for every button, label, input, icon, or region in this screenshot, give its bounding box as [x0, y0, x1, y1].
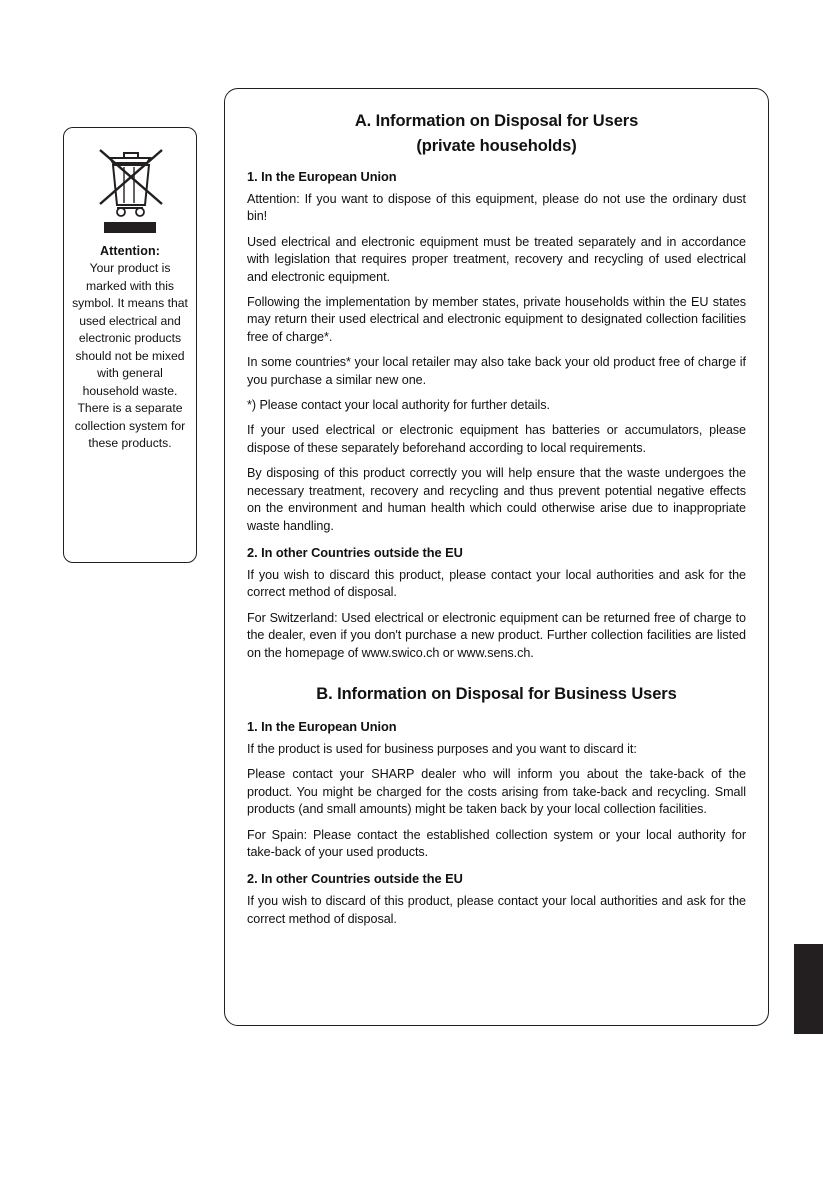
section-b-subheading-2: 2. In other Countries outside the EU — [247, 871, 463, 887]
section-a-paragraph-6: If your used electrical or electronic equipment has batteries or accumulators, please dispose of these separately beforehand according to local requirements. — [247, 423, 746, 455]
page-edge-tab — [794, 944, 823, 1034]
section-a-paragraph-8: If you wish to discard this product, please contact your local authorities and ask for the correct method of disposal. — [247, 567, 746, 600]
section-b-paragraph-4: If you wish to discard of this product, please contact your local authorities and ask for the correct method of disposal. — [247, 894, 746, 926]
section-a-title — [247, 109, 746, 159]
section-b-paragraph-1: If the product is used for business purposes and you want to discard it: — [247, 741, 637, 756]
attention-title: Attention: — [99, 244, 160, 258]
section-a-paragraph-7: By disposing of this product correctly you will help ensure that the waste undergoes the necessary treatment, recovery and recycling and thus prevent potential negative effects on the environment and human health which could otherwise arise due to inappropriate waste handling. — [247, 466, 746, 533]
disposal-information-panel — [224, 88, 769, 1026]
section-b-title: B. Information on Disposal for Business Users — [316, 684, 677, 703]
section-a-paragraph-5: *) Please contact your local authority for further details. — [247, 398, 550, 413]
weee-symbol-box — [63, 127, 197, 563]
section-a-paragraph-4: In some countries* your local retailer may also take back your old product free of charge if you purchase a similar new one. — [247, 355, 746, 387]
attention-text: Your product is marked with this symbol. It means that used electrical and electronic products should not be mixed with general household waste. There is a separate collection system for these products. — [72, 261, 188, 450]
section-b-subheading-1: 1. In the European Union — [247, 718, 397, 734]
section-a-paragraph-1: Attention: If you want to dispose of this equipment, please do not use the ordinary dust bin! — [247, 192, 746, 224]
section-a-subheading-1: 1. In the European Union — [247, 169, 397, 184]
section-b-paragraph-3: For Spain: Please contact the established collection system or your local authority for take-back of your used products. — [247, 827, 746, 859]
section-b-paragraph-2: Please contact your SHARP dealer who will inform you about the take-back of the product. You might be charged for the costs arising from take-back and recycling. Small products (and small amounts) might be taken back by your local collection facilities. — [247, 767, 746, 817]
section-a-title-line2: (private households) — [416, 137, 577, 155]
crossed-out-wheeled-bin-icon — [88, 142, 172, 238]
section-a-paragraph-2: Used electrical and electronic equipment must be treated separately and in accordance with legislation that requires proper treatment, recovery and recycling of used electrical and electronic equipment. — [247, 234, 746, 284]
section-a-paragraph-9: For Switzerland: Used electrical or electronic equipment can be returned free of charge to the dealer, even if you don't purchase a new product. Further collection facilities are listed on the homepage of www.swico.ch or www.sens.ch. — [247, 610, 746, 660]
section-a-paragraph-3: Following the implementation by member states, private households within the EU states may return their used electrical and electronic equipment to designated collection facilities free of charge*. — [247, 295, 746, 344]
section-a-subheading-2: 2. In other Countries outside the EU — [247, 544, 463, 560]
section-a-title-line1: A. Information on Disposal for Users — [354, 112, 639, 130]
